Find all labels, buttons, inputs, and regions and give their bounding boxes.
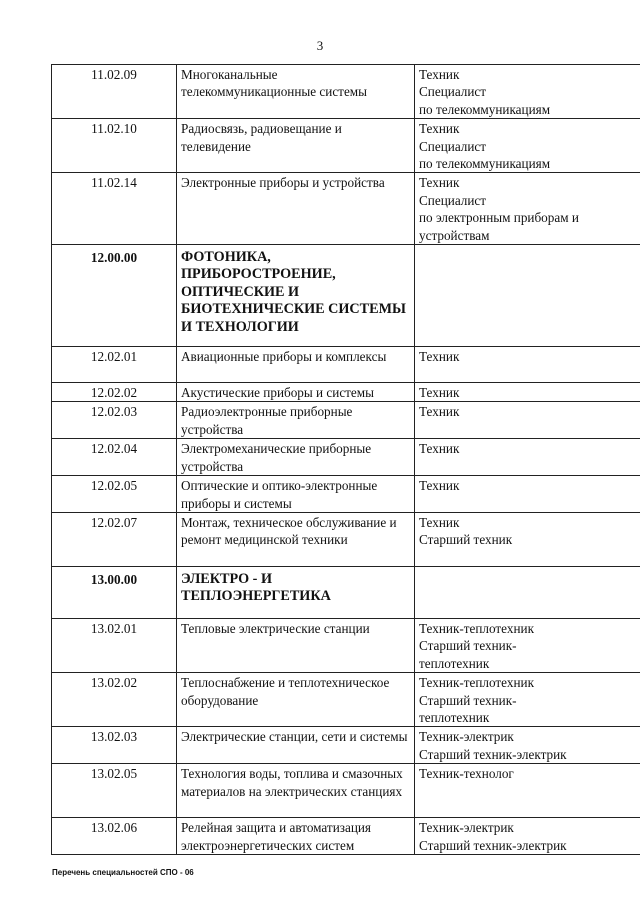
qualification-cell: Техник-электрик Старший техник-электрик — [415, 818, 640, 855]
table-row — [52, 173, 640, 245]
specialty-code-cell: 12.02.03 — [52, 402, 177, 439]
specialty-name-cell: Радиоэлектронные приборные устройства — [177, 402, 415, 439]
table-row — [52, 818, 640, 855]
qualification-cell: Техник — [415, 439, 640, 476]
table-group-row — [52, 566, 640, 618]
specialty-code-cell: 13.02.02 — [52, 673, 177, 727]
qualification-cell: Техник-теплотехник Старший техник- теплотехник — [415, 673, 640, 727]
specialty-code-cell: 11.02.10 — [52, 119, 177, 173]
table-row — [52, 673, 640, 727]
specialty-code-cell: 12.02.04 — [52, 439, 177, 476]
specialty-name-cell: Радиосвязь, радиовещание и телевидение — [177, 119, 415, 173]
group-name-cell: ЭЛЕКТРО - И ТЕПЛОЭНЕРГЕТИКА — [177, 566, 415, 618]
specialty-name-cell: Оптические и оптико-электронные приборы и системы — [177, 476, 415, 513]
specialty-name-cell: Акустические приборы и системы — [177, 383, 415, 402]
table-row — [52, 65, 640, 119]
qualification-cell: Техник Старший техник — [415, 512, 640, 566]
specialty-name-cell: Электронные приборы и устройства — [177, 173, 415, 245]
specialty-code-cell: 13.02.01 — [52, 618, 177, 672]
qualification-cell — [415, 245, 640, 347]
specialty-name-cell: Теплоснабжение и теплотехническое оборудование — [177, 673, 415, 727]
specialty-code-cell: 12.02.07 — [52, 512, 177, 566]
qualification-cell: Техник — [415, 347, 640, 383]
specialty-code-cell: 12.02.01 — [52, 347, 177, 383]
table-row — [52, 764, 640, 818]
specialty-code-cell: 13.02.03 — [52, 727, 177, 764]
qualification-cell: Техник Специалист по телекоммуникациям — [415, 119, 640, 173]
specialties-table-body — [52, 65, 640, 855]
qualification-cell: Техник — [415, 383, 640, 402]
table-row — [52, 727, 640, 764]
table-row — [52, 119, 640, 173]
qualification-cell — [415, 566, 640, 618]
table-row — [52, 618, 640, 672]
qualification-cell: Техник Специалист по электронным приборам и устройствам — [415, 173, 640, 245]
specialty-code-cell: 11.02.14 — [52, 173, 177, 245]
specialties-table — [51, 64, 640, 855]
table-row — [52, 347, 640, 383]
qualification-cell: Техник-технолог — [415, 764, 640, 818]
table-group-row — [52, 245, 640, 347]
specialty-name-cell: Многоканальные телекоммуникационные системы — [177, 65, 415, 119]
qualification-cell: Техник — [415, 476, 640, 513]
specialty-code-cell: 12.00.00 — [52, 245, 177, 347]
specialty-name-cell: Электромеханические приборные устройства — [177, 439, 415, 476]
footer-text: Перечень специальностей СПО - 06 — [52, 868, 194, 877]
qualification-cell: Техник-электрик Старший техник-электрик — [415, 727, 640, 764]
specialty-code-cell: 12.02.05 — [52, 476, 177, 513]
specialty-code-cell: 13.02.05 — [52, 764, 177, 818]
qualification-cell: Техник — [415, 402, 640, 439]
page-number: 3 — [316, 38, 324, 53]
specialty-name-cell: Монтаж, техническое обслуживание и ремонт медицинской техники — [177, 512, 415, 566]
specialty-code-cell: 11.02.09 — [52, 65, 177, 119]
table-row — [52, 512, 640, 566]
specialty-code-cell: 13.00.00 — [52, 566, 177, 618]
specialty-name-cell: Релейная защита и автоматизация электроэнергетических систем — [177, 818, 415, 855]
qualification-cell: Техник Специалист по телекоммуникациям — [415, 65, 640, 119]
table-row — [52, 383, 640, 402]
table-row — [52, 402, 640, 439]
specialty-name-cell: Электрические станции, сети и системы — [177, 727, 415, 764]
specialty-name-cell: Тепловые электрические станции — [177, 618, 415, 672]
specialty-name-cell: Авиационные приборы и комплексы — [177, 347, 415, 383]
table-row — [52, 476, 640, 513]
qualification-cell: Техник-теплотехник Старший техник- теплотехник — [415, 618, 640, 672]
table-row — [52, 439, 640, 476]
group-name-cell: ФОТОНИКА, ПРИБОРОСТРОЕНИЕ, ОПТИЧЕСКИЕ И БИОТЕХНИЧЕСКИЕ СИСТЕМЫ И ТЕХНОЛОГИИ — [177, 245, 415, 347]
specialty-name-cell: Технология воды, топлива и смазочных материалов на электрических станциях — [177, 764, 415, 818]
specialty-code-cell: 12.02.02 — [52, 383, 177, 402]
specialty-code-cell: 13.02.06 — [52, 818, 177, 855]
